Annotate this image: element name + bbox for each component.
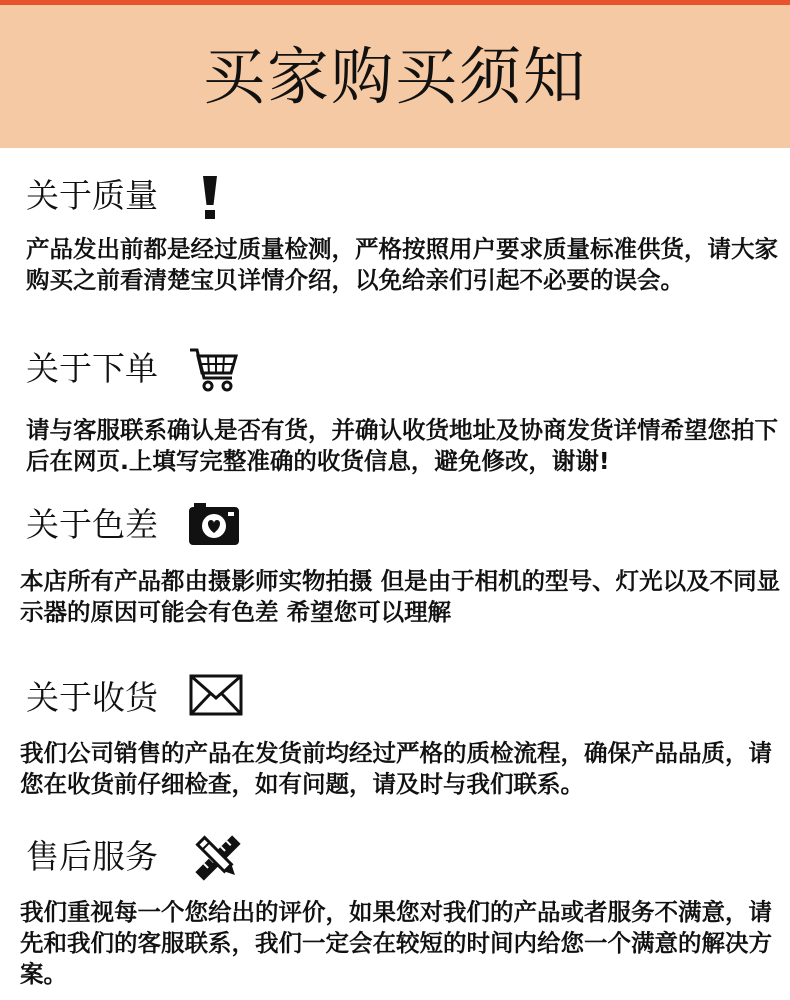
shopping-cart-icon: [186, 342, 242, 398]
section-body-color-difference: 本店所有产品都由摄影师实物拍摄 但是由于相机的型号、灯光以及不同显示器的原因可能会有色差 希望您可以理解: [20, 567, 781, 626]
envelope-icon: [188, 670, 244, 720]
section-body-quality: 产品发出前都是经过质量检测，严格按照用户要求质量标准供货，请大家购买之前看清楚宝贝详情介绍，以免给亲们引起不必要的误会。: [26, 235, 778, 294]
section-body-receiving: 我们公司销售的产品在发货前均经过严格的质检流程，确保产品品质，请您在收货前仔细检查，如有问题，请及时与我们联系。: [20, 739, 772, 798]
section-title-color-difference: 关于色差: [26, 505, 158, 544]
section-title-quality: 关于质量: [26, 176, 158, 215]
section-body-ordering: 请与客服联系确认是否有货，并确认收货地址及协商发货详情希望您拍下后在网页.上填写完整准确的收货信息，避免修改，谢谢!: [26, 416, 778, 475]
section-title-after-sales: 售后服务: [26, 837, 158, 876]
camera-icon: [186, 497, 242, 553]
pencil-ruler-icon: [190, 830, 246, 886]
page-header: [0, 5, 790, 148]
section-body-after-sales: 我们重视每一个您给出的评价，如果您对我们的产品或者服务不满意，请先和我们的客服联系，我们一定会在较短的时间内给您一个满意的解决方案。: [20, 898, 772, 988]
section-title-receiving: 关于收货: [26, 678, 158, 717]
section-title-ordering: 关于下单: [26, 349, 158, 388]
page-title: 买家购买须知: [202, 40, 587, 113]
exclamation-icon: [182, 170, 238, 226]
